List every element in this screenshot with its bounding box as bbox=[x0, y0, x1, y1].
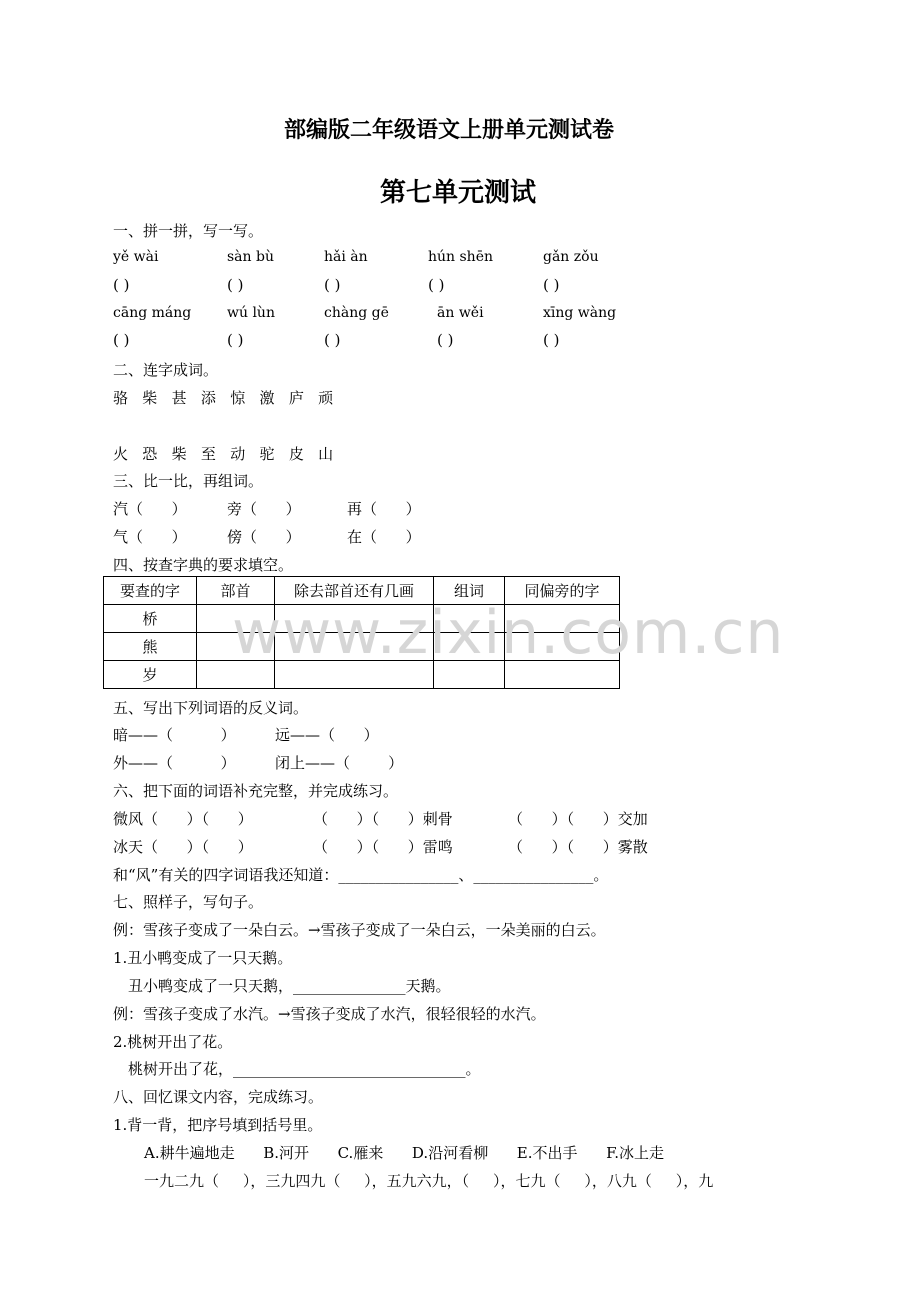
section-5-heading: 五、写出下列词语的反义词。 bbox=[113, 699, 309, 717]
dictionary-table bbox=[103, 576, 620, 689]
antonym-item[interactable]: 外——（ ） bbox=[113, 754, 236, 772]
answer-blank[interactable]: ( ) bbox=[324, 331, 341, 349]
options-line: A.耕牛遍地走 B.河开 C.雁来 D.沿河看柳 E.不出手 F.冰上走 bbox=[144, 1144, 664, 1162]
answer-blank[interactable]: ( ) bbox=[437, 331, 454, 349]
table-cell[interactable] bbox=[505, 633, 620, 661]
fill-line[interactable]: 一九二九（ ），三九四九（ ），五九六九，（ ），七九（ ），八九（ ），九 bbox=[144, 1172, 714, 1190]
answer-blank[interactable]: ( ) bbox=[113, 331, 130, 349]
compare-item[interactable]: 傍（ ） bbox=[227, 528, 301, 546]
compare-item[interactable]: 旁（ ） bbox=[227, 500, 301, 518]
watermark: www.zixin.com.cn bbox=[232, 598, 785, 668]
page-title: 部编版二年级语文上册单元测试卷 bbox=[284, 118, 615, 143]
answer-line-1[interactable]: 丑小鸭变成了一只天鹅，_______________天鹅。 bbox=[128, 977, 451, 995]
pinyin-4: hún shēn bbox=[428, 249, 494, 265]
antonym-item[interactable]: 暗——（ ） bbox=[113, 726, 236, 744]
table-cell[interactable] bbox=[275, 661, 434, 689]
table-cell[interactable] bbox=[197, 605, 275, 633]
table-cell[interactable] bbox=[434, 633, 505, 661]
table-cell: 岁 bbox=[104, 661, 197, 689]
section-1-heading: 一、拼一拼，写一写。 bbox=[113, 222, 264, 240]
table-cell: 桥 bbox=[104, 605, 197, 633]
table-cell[interactable] bbox=[197, 661, 275, 689]
section-7-heading: 七、照样子，写句子。 bbox=[113, 893, 264, 911]
example-1: 例：雪孩子变成了一朵白云。→雪孩子变成了一朵白云，一朵美丽的白云。 bbox=[113, 921, 606, 939]
section-4-heading: 四、按查字典的要求填空。 bbox=[113, 556, 294, 574]
table-header: 组词 bbox=[434, 577, 505, 605]
table-cell[interactable] bbox=[434, 661, 505, 689]
answer-blank[interactable]: ( ) bbox=[227, 276, 244, 294]
unit-title: 第七单元测试 bbox=[380, 178, 537, 208]
pinyin-6: cāng máng bbox=[113, 305, 192, 321]
answer-line-2[interactable]: 桃树开出了花，_______________________________。 bbox=[128, 1060, 481, 1078]
question-1: 1.丑小鸭变成了一只天鹅。 bbox=[113, 949, 293, 967]
pinyin-7: wú lùn bbox=[227, 305, 275, 321]
section-3-heading: 三、比一比，再组词。 bbox=[113, 472, 264, 490]
idiom-item[interactable]: （ ）（ ）雷鸣 bbox=[313, 838, 453, 856]
answer-blank[interactable]: ( ) bbox=[113, 276, 130, 294]
idiom-item[interactable]: （ ）（ ）刺骨 bbox=[313, 810, 453, 828]
pinyin-8: chàng gē bbox=[324, 305, 389, 321]
pinyin-2: sàn bù bbox=[227, 249, 274, 265]
pinyin-3: hǎi àn bbox=[324, 249, 368, 265]
table-cell[interactable] bbox=[197, 633, 275, 661]
pinyin-10: xīng wàng bbox=[543, 305, 617, 321]
table-header: 同偏旁的字 bbox=[505, 577, 620, 605]
idiom-item[interactable]: 微风（ ）（ ） bbox=[113, 810, 253, 828]
compare-item[interactable]: 汽（ ） bbox=[113, 500, 187, 518]
antonym-item[interactable]: 远——（ ） bbox=[275, 726, 379, 744]
idiom-item[interactable]: （ ）（ ）雾散 bbox=[508, 838, 648, 856]
pinyin-5: gǎn zǒu bbox=[543, 249, 599, 265]
compare-item[interactable]: 在（ ） bbox=[347, 528, 421, 546]
table-cell[interactable] bbox=[275, 633, 434, 661]
table-cell[interactable] bbox=[505, 605, 620, 633]
table-cell[interactable] bbox=[275, 605, 434, 633]
table-row bbox=[104, 633, 620, 661]
answer-blank[interactable]: ( ) bbox=[543, 331, 560, 349]
table-row bbox=[104, 661, 620, 689]
section-6-heading: 六、把下面的词语补充完整，并完成练习。 bbox=[113, 782, 399, 800]
table-cell[interactable] bbox=[434, 605, 505, 633]
compare-item[interactable]: 气（ ） bbox=[113, 528, 187, 546]
example-2: 例：雪孩子变成了水汽。→雪孩子变成了水汽，很轻很轻的水汽。 bbox=[113, 1005, 546, 1023]
section-2-heading: 二、连字成词。 bbox=[113, 361, 219, 379]
section-8-heading: 八、回忆课文内容，完成练习。 bbox=[113, 1088, 324, 1106]
answer-blank[interactable]: ( ) bbox=[324, 276, 341, 294]
question-2: 2.桃树开出了花。 bbox=[113, 1033, 233, 1051]
idiom-item[interactable]: （ ）（ ）交加 bbox=[508, 810, 648, 828]
table-header-row bbox=[104, 577, 620, 605]
answer-blank[interactable]: ( ) bbox=[227, 331, 244, 349]
table-header: 除去部首还有几画 bbox=[275, 577, 434, 605]
answer-blank[interactable]: ( ) bbox=[543, 276, 560, 294]
char-row-1: 骆 柴 甚 添 惊 激 庐 顽 bbox=[113, 389, 334, 407]
pinyin-1: yě wài bbox=[113, 249, 159, 265]
table-header: 部首 bbox=[197, 577, 275, 605]
table-cell[interactable] bbox=[505, 661, 620, 689]
wind-idiom-line[interactable]: 和“风”有关的四字词语我还知道：________________、________________。 bbox=[113, 866, 609, 884]
antonym-item[interactable]: 闭上——（ ） bbox=[275, 754, 404, 772]
answer-blank[interactable]: ( ) bbox=[428, 276, 445, 294]
pinyin-9: ān wěi bbox=[437, 305, 484, 321]
compare-item[interactable]: 再（ ） bbox=[347, 500, 421, 518]
table-row bbox=[104, 605, 620, 633]
table-header: 要查的字 bbox=[104, 577, 197, 605]
table-cell: 熊 bbox=[104, 633, 197, 661]
question-8-1: 1.背一背，把序号填到括号里。 bbox=[113, 1116, 323, 1134]
char-row-2: 火 恐 柴 至 动 驼 皮 山 bbox=[113, 445, 334, 463]
idiom-item[interactable]: 冰天（ ）（ ） bbox=[113, 838, 253, 856]
